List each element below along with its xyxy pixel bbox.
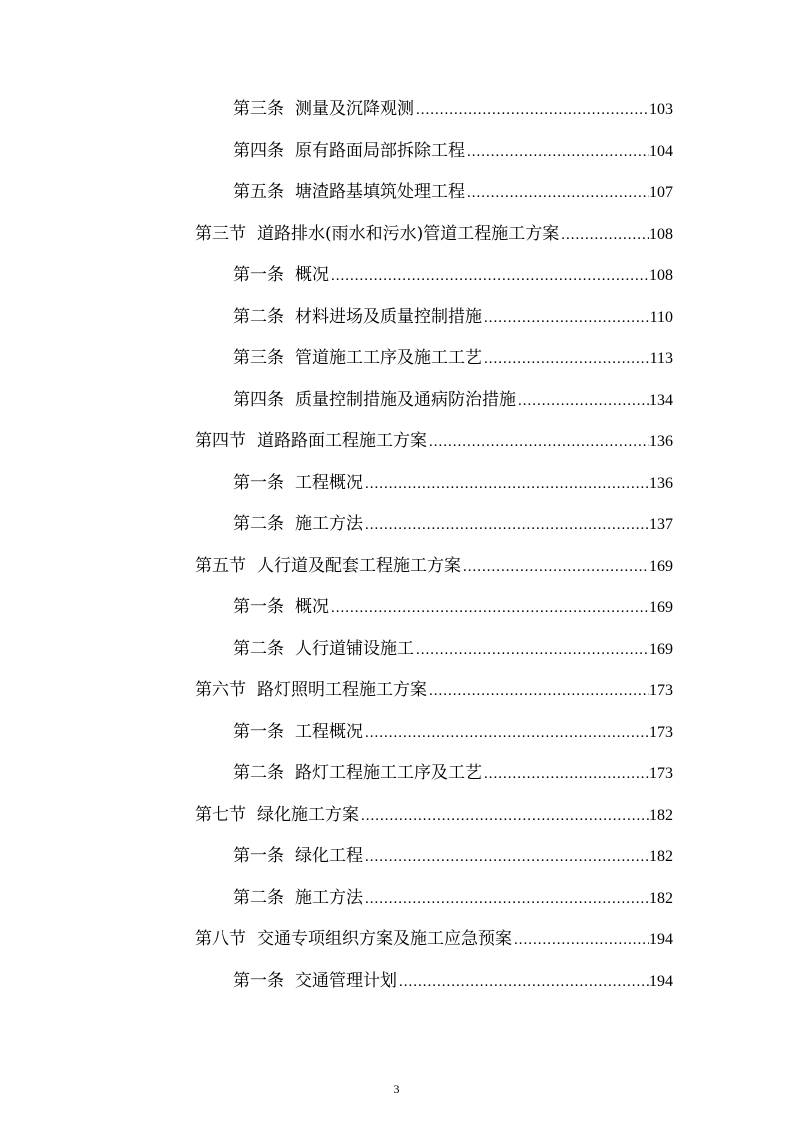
toc-dot-leader	[465, 180, 649, 205]
toc-dot-leader	[363, 471, 649, 496]
toc-entry-page: 182	[649, 889, 673, 907]
toc-dot-leader	[461, 554, 649, 579]
toc-entry-page: 104	[649, 142, 673, 160]
toc-dot-leader	[363, 512, 649, 537]
toc-entry-title: 交通专项组织方案及施工应急预案	[257, 929, 512, 949]
toc-entry-number: 第一条	[233, 472, 284, 493]
toc-article-entry[interactable]	[233, 96, 673, 122]
toc-article-entry[interactable]	[233, 179, 673, 205]
toc-dot-leader	[427, 429, 649, 454]
toc-entry-title: 材料进场及质量控制措施	[295, 306, 482, 327]
toc-entry-page: 108	[649, 267, 673, 284]
toc-entry-page: 173	[649, 682, 673, 699]
toc-entry-title: 工程概况	[295, 721, 363, 742]
toc-entry-number: 第四节	[195, 431, 246, 451]
toc-entry-page: 194	[649, 931, 673, 948]
toc-entry-title: 施工方法	[295, 514, 363, 534]
toc-section-entry[interactable]	[195, 221, 673, 247]
page-number: 3	[393, 1082, 400, 1096]
toc-entry-page: 169	[649, 640, 673, 658]
toc-dot-leader	[427, 678, 649, 703]
toc-entry-page: 108	[649, 225, 673, 243]
toc-dot-leader	[414, 637, 649, 662]
toc-entry-title: 塘渣路基填筑处理工程	[295, 182, 465, 202]
toc-entry-title: 概况	[295, 597, 329, 617]
toc-dot-leader	[516, 388, 649, 413]
toc-article-entry[interactable]	[233, 345, 673, 371]
toc-article-entry[interactable]	[233, 138, 673, 164]
toc-entry-number: 第一条	[233, 597, 284, 617]
toc-entry-page: 194	[649, 972, 673, 990]
toc-entry-number: 第二条	[233, 514, 284, 534]
toc-article-entry[interactable]	[233, 262, 673, 288]
toc-entry-title: 绿化施工方案	[257, 804, 359, 825]
toc-entry-page: 137	[649, 516, 673, 533]
toc-entry-number: 第三节	[195, 223, 246, 244]
toc-section-entry[interactable]	[195, 926, 673, 952]
toc-entry-page: 182	[649, 848, 673, 865]
toc-dot-leader	[465, 139, 649, 164]
toc-entry-number: 第三条	[233, 99, 284, 119]
toc-entry-number: 第一条	[233, 721, 284, 742]
toc-dot-leader	[559, 222, 649, 247]
toc-dot-leader	[329, 263, 649, 288]
toc-article-entry[interactable]	[233, 594, 673, 620]
toc-entry-title: 道路路面工程施工方案	[257, 431, 427, 451]
toc-entry-title: 人行道铺设施工	[295, 638, 414, 659]
toc-entry-page: 169	[649, 599, 673, 616]
toc-article-entry[interactable]	[233, 636, 673, 662]
toc-section-entry[interactable]	[195, 802, 673, 828]
toc-entry-title: 工程概况	[295, 472, 363, 493]
toc-dot-leader	[482, 761, 649, 786]
toc-entry-page: 134	[649, 391, 673, 409]
toc-section-entry[interactable]	[195, 428, 673, 454]
toc-entry-number: 第四条	[233, 140, 284, 161]
toc-entry-number: 第二条	[233, 887, 284, 908]
toc-dot-leader	[363, 844, 649, 869]
toc-entry-page: 107	[649, 184, 673, 201]
toc-entry-number: 第七节	[195, 804, 246, 825]
toc-entry-title: 交通管理计划	[295, 970, 397, 991]
toc-entry-page: 173	[649, 723, 673, 741]
toc-entry-page: 113	[649, 350, 673, 367]
toc-entry-title: 施工方法	[295, 887, 363, 908]
toc-entry-title: 概况	[295, 265, 329, 285]
toc-section-entry[interactable]	[195, 677, 673, 703]
toc-entry-title: 道路排水(雨水和污水)管道工程施工方案	[257, 223, 560, 244]
toc-entry-number: 第一条	[233, 265, 284, 285]
toc-article-entry[interactable]	[233, 719, 673, 745]
toc-entry-number: 第一条	[233, 970, 284, 991]
toc-entry-title: 质量控制措施及通病防治措施	[295, 389, 516, 410]
toc-entry-title: 路灯照明工程施工方案	[257, 680, 427, 700]
toc-article-entry[interactable]	[233, 885, 673, 911]
toc-article-entry[interactable]	[233, 304, 673, 330]
toc-entry-title: 原有路面局部拆除工程	[295, 140, 465, 161]
toc-entry-page: 103	[649, 101, 673, 118]
toc-dot-leader	[363, 720, 649, 745]
toc-entry-page: 169	[649, 557, 673, 575]
toc-entry-page: 182	[649, 806, 673, 824]
toc-entry-title: 测量及沉降观测	[295, 99, 414, 119]
toc-entry-number: 第六节	[195, 680, 246, 700]
toc-entry-number: 第一条	[233, 846, 284, 866]
toc-dot-leader	[512, 927, 649, 952]
toc-entry-page: 136	[649, 433, 673, 450]
toc-entry-number: 第五节	[195, 555, 246, 576]
toc-entry-number: 第二条	[233, 638, 284, 659]
toc-entry-number: 第四条	[233, 389, 284, 410]
toc-article-entry[interactable]	[233, 387, 673, 413]
toc-entry-title: 路灯工程施工工序及工艺	[295, 763, 482, 783]
toc-entry-title: 人行道及配套工程施工方案	[257, 555, 461, 576]
toc-entry-title: 绿化工程	[295, 846, 363, 866]
toc-article-entry[interactable]	[233, 843, 673, 869]
toc-dot-leader	[329, 595, 649, 620]
toc-article-entry[interactable]	[233, 968, 673, 994]
toc-article-entry[interactable]	[233, 470, 673, 496]
toc-entry-page: 136	[649, 474, 673, 492]
toc-entry-number: 第八节	[195, 929, 246, 949]
toc-entry-page: 173	[649, 765, 673, 782]
toc-entry-number: 第二条	[233, 763, 284, 783]
toc-dot-leader	[414, 97, 649, 122]
toc-dot-leader	[397, 969, 649, 994]
toc-section-entry[interactable]	[195, 553, 673, 579]
toc-entry-number: 第五条	[233, 182, 284, 202]
toc-dot-leader	[363, 886, 649, 911]
toc-article-entry[interactable]	[233, 511, 673, 537]
toc-entry-page: 110	[649, 308, 673, 326]
toc-entry-number: 第三条	[233, 348, 284, 368]
toc-dot-leader	[482, 305, 650, 330]
toc-entry-title: 管道施工工序及施工工艺	[295, 348, 482, 368]
toc-dot-leader	[359, 803, 649, 828]
toc-dot-leader	[482, 346, 650, 371]
toc-article-entry[interactable]	[233, 760, 673, 786]
toc-entry-number: 第二条	[233, 306, 284, 327]
